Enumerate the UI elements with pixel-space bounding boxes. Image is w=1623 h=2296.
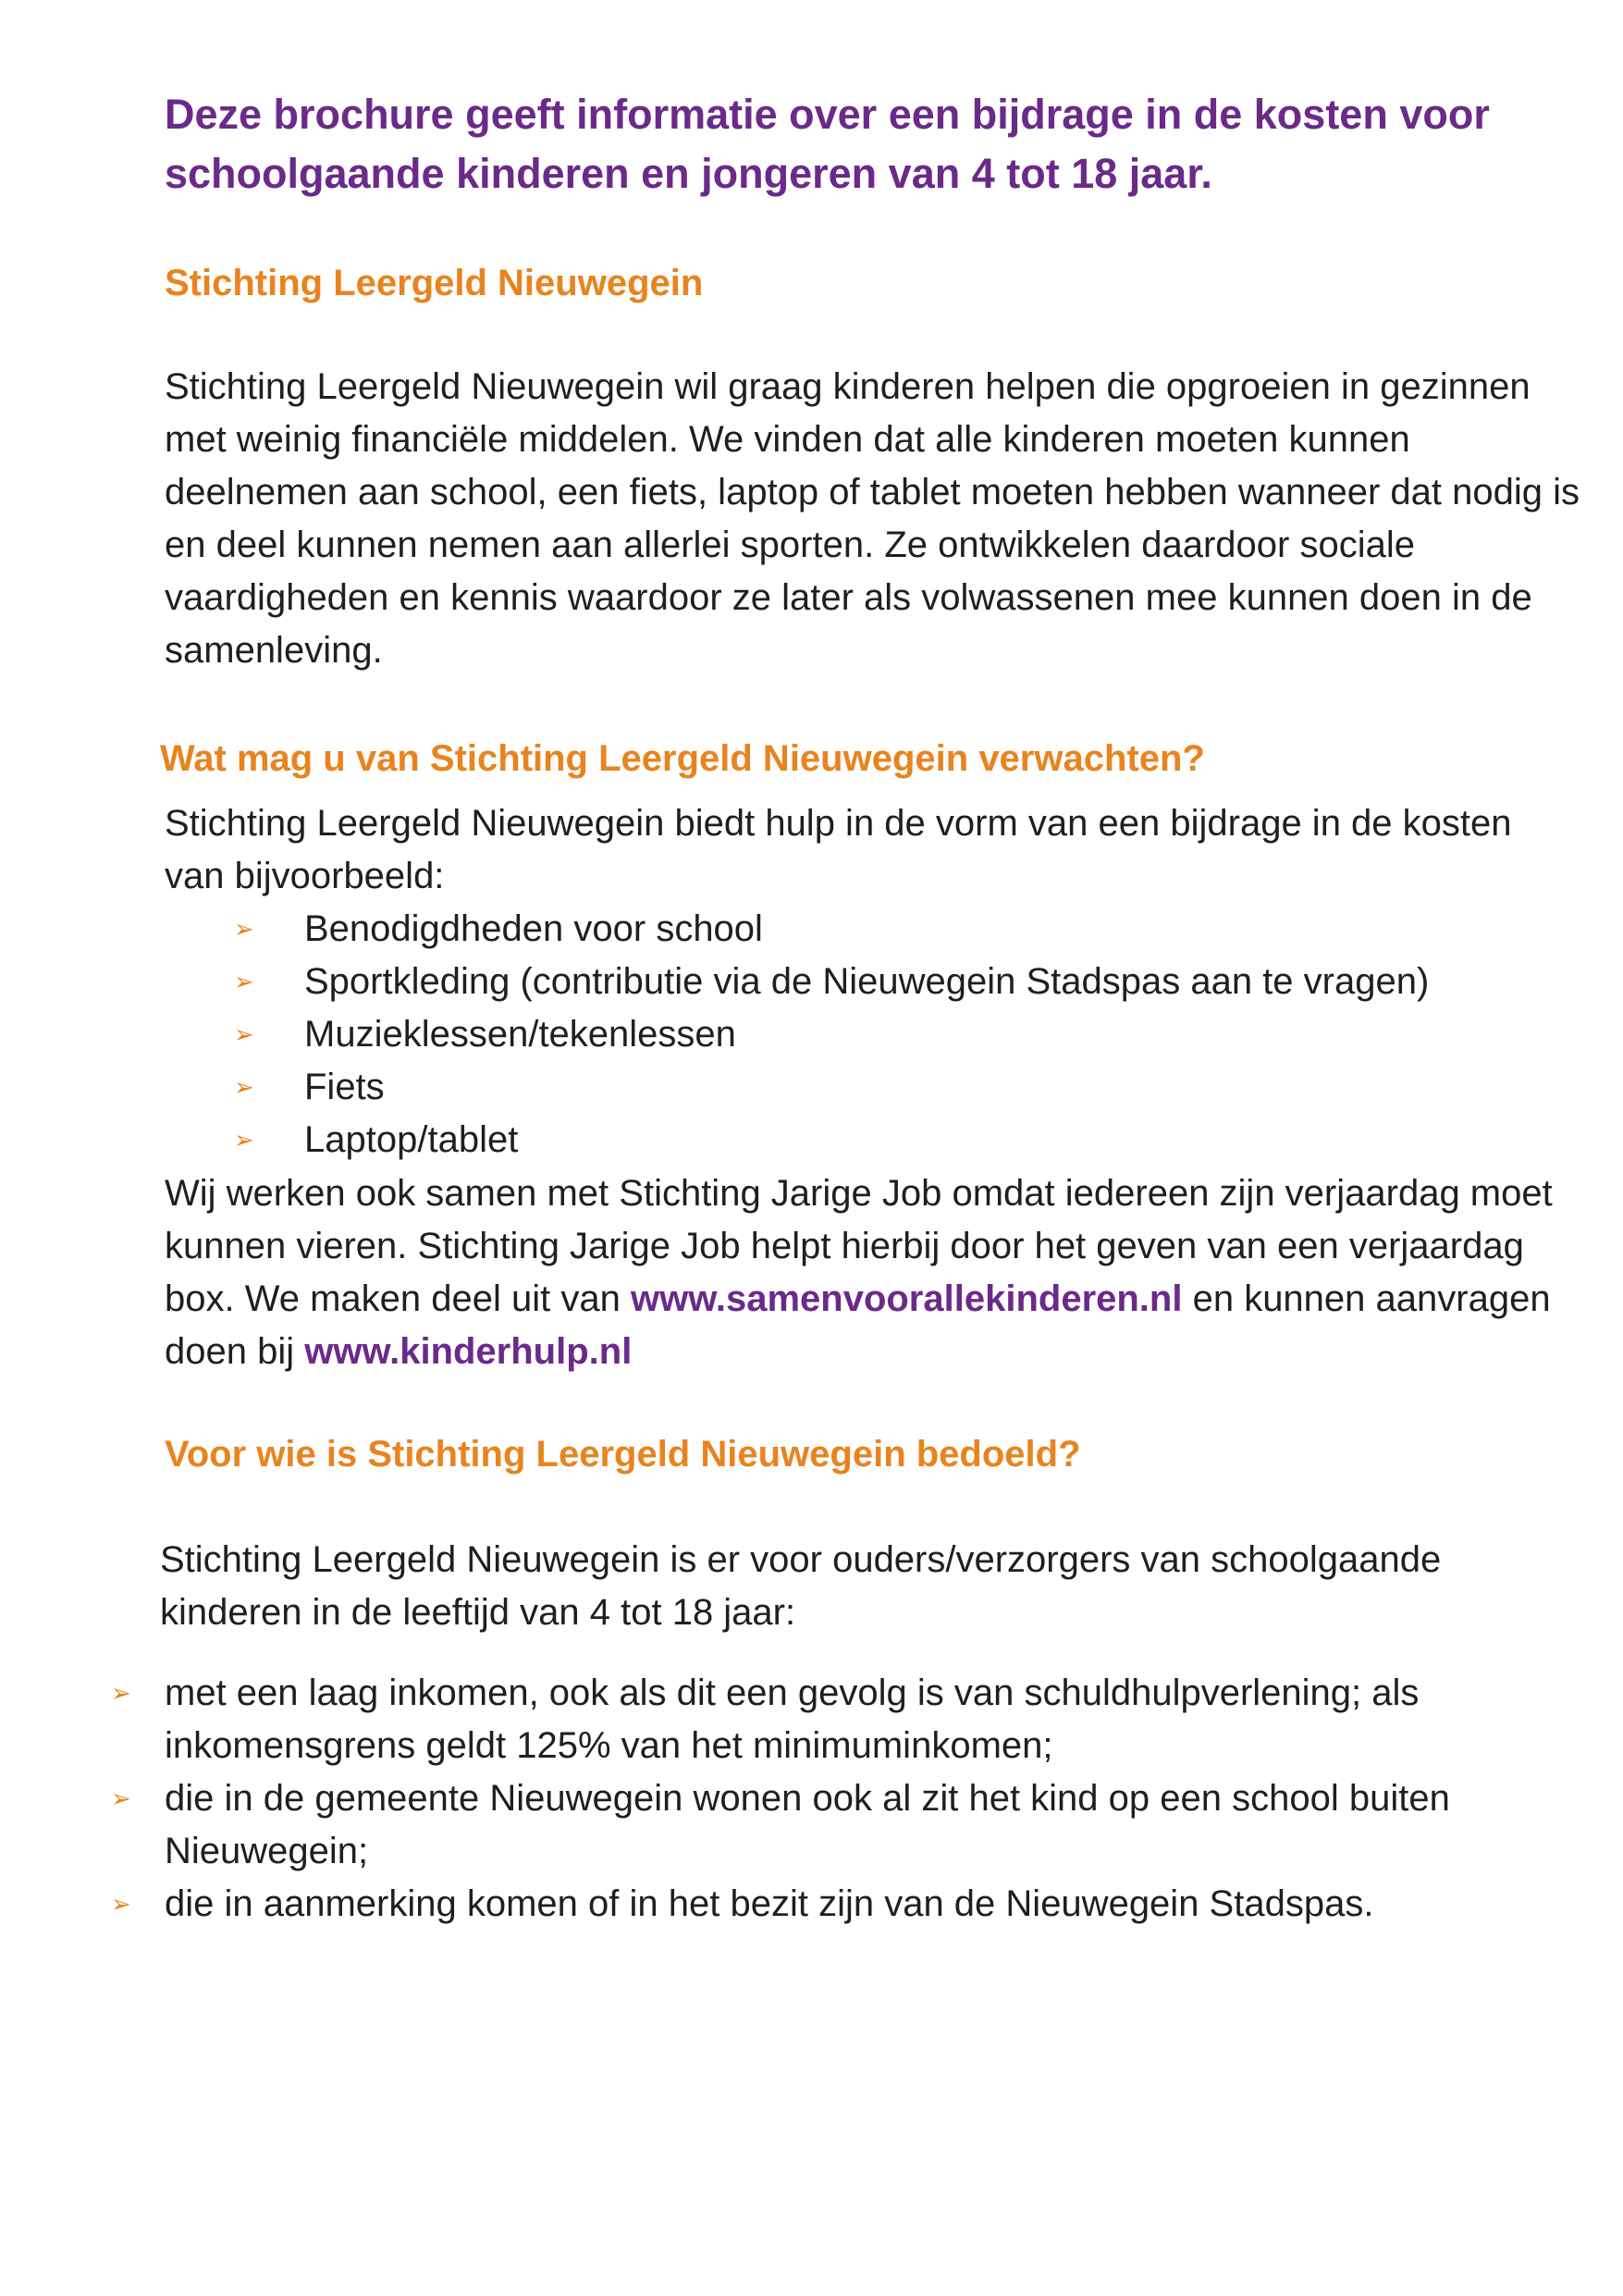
section1-body: Stichting Leergeld Nieuwegein wil graag kinderen helpen die opgroeien in gezinnen met weinig financiële middelen. We vinden dat alle kinderen moeten kunnen deelnemen aan school, een fiets, laptop of tablet moeten hebben wanneer dat nodig is en deel kunnen nemen aan allerlei sporten. Ze ontwikkelen daardoor sociale vaardigheden en kennis waardoor ze later als volwassenen mee kunnen doen in de samenleving.	[165, 366, 1580, 671]
section3-intro: Stichting Leergeld Nieuwegein is er voor ouders/verzorgers van schoolgaande kinderen in de leeftijd van 4 tot 18 jaar:	[160, 1539, 1442, 1633]
arrow-bullet-icon: ➢	[234, 1073, 254, 1101]
arrow-bullet-icon: ➢	[234, 1020, 254, 1048]
section2-intro: Stichting Leergeld Nieuwegein biedt hulp in de vorm van een bijdrage in de kosten van bijvoorbeeld:	[165, 803, 1512, 896]
list-item-text: Muzieklessen/tekenlessen	[304, 1014, 736, 1055]
arrow-bullet-icon: ➢	[111, 1679, 131, 1707]
section2-heading: Wat mag u van Stichting Leergeld Nieuwegein verwachten?	[160, 738, 1205, 779]
section2-outro	[165, 1167, 1580, 1378]
list-item	[111, 1772, 1581, 1878]
list-item	[234, 1008, 1429, 1061]
outro-text-1: Wij werken ook samen met Stichting Jarige Job omdat iedereen zijn verjaardag moet kunnen vieren. Stichting Jarige Job helpt hierbij door het geven van een verjaardag box. We maken deel uit van	[165, 1173, 1553, 1319]
arrow-bullet-icon: ➢	[111, 1784, 131, 1812]
list-item	[234, 1114, 1429, 1167]
list-item-text: die in aanmerking komen of in het bezit zijn van de Nieuwegein Stadspas.	[165, 1883, 1374, 1924]
arrow-bullet-icon: ➢	[234, 1126, 254, 1154]
section3-heading: Voor wie is Stichting Leergeld Nieuwegein bedoeld?	[165, 1434, 1081, 1475]
arrow-bullet-icon: ➢	[111, 1890, 131, 1918]
kinderhulp-link[interactable]: www.kinderhulp.nl	[304, 1331, 633, 1372]
list-item-text: Laptop/tablet	[304, 1119, 519, 1160]
list-item	[111, 1667, 1581, 1772]
outro-text-2: en kunnen aanvragen doen bij	[165, 1278, 1551, 1372]
list-item-text: Fiets	[304, 1067, 385, 1107]
arrow-bullet-icon: ➢	[234, 968, 254, 995]
section2-list	[234, 903, 1429, 1167]
list-item-text: met een laag inkomen, ook als dit een gevolg is van schuldhulpverlening; als inkomensgrens geldt 125% van het minimuminkomen;	[165, 1673, 1420, 1766]
list-item-text: Benodigdheden voor school	[304, 908, 763, 949]
arrow-bullet-icon: ➢	[234, 915, 254, 943]
list-item	[111, 1878, 1581, 1931]
intro-heading: Deze brochure geeft informatie over een bijdrage in de kosten voor schoolgaande kinderen en jongeren van 4 tot 18 jaar.	[165, 91, 1490, 197]
list-item-text: Sportkleding (contributie via de Nieuwegein Stadspas aan te vragen)	[304, 961, 1430, 1002]
section1-heading: Stichting Leergeld Nieuwegein	[165, 263, 704, 303]
section3-list	[111, 1667, 1581, 1931]
list-item-text: die in de gemeente Nieuwegein wonen ook al zit het kind op een school buiten Nieuwegein;	[165, 1778, 1450, 1871]
list-item	[234, 903, 1429, 956]
samenvoorallekinderen-link[interactable]: www.samenvoorallekinderen.nl	[630, 1278, 1183, 1319]
list-item	[234, 956, 1429, 1008]
list-item	[234, 1061, 1429, 1114]
